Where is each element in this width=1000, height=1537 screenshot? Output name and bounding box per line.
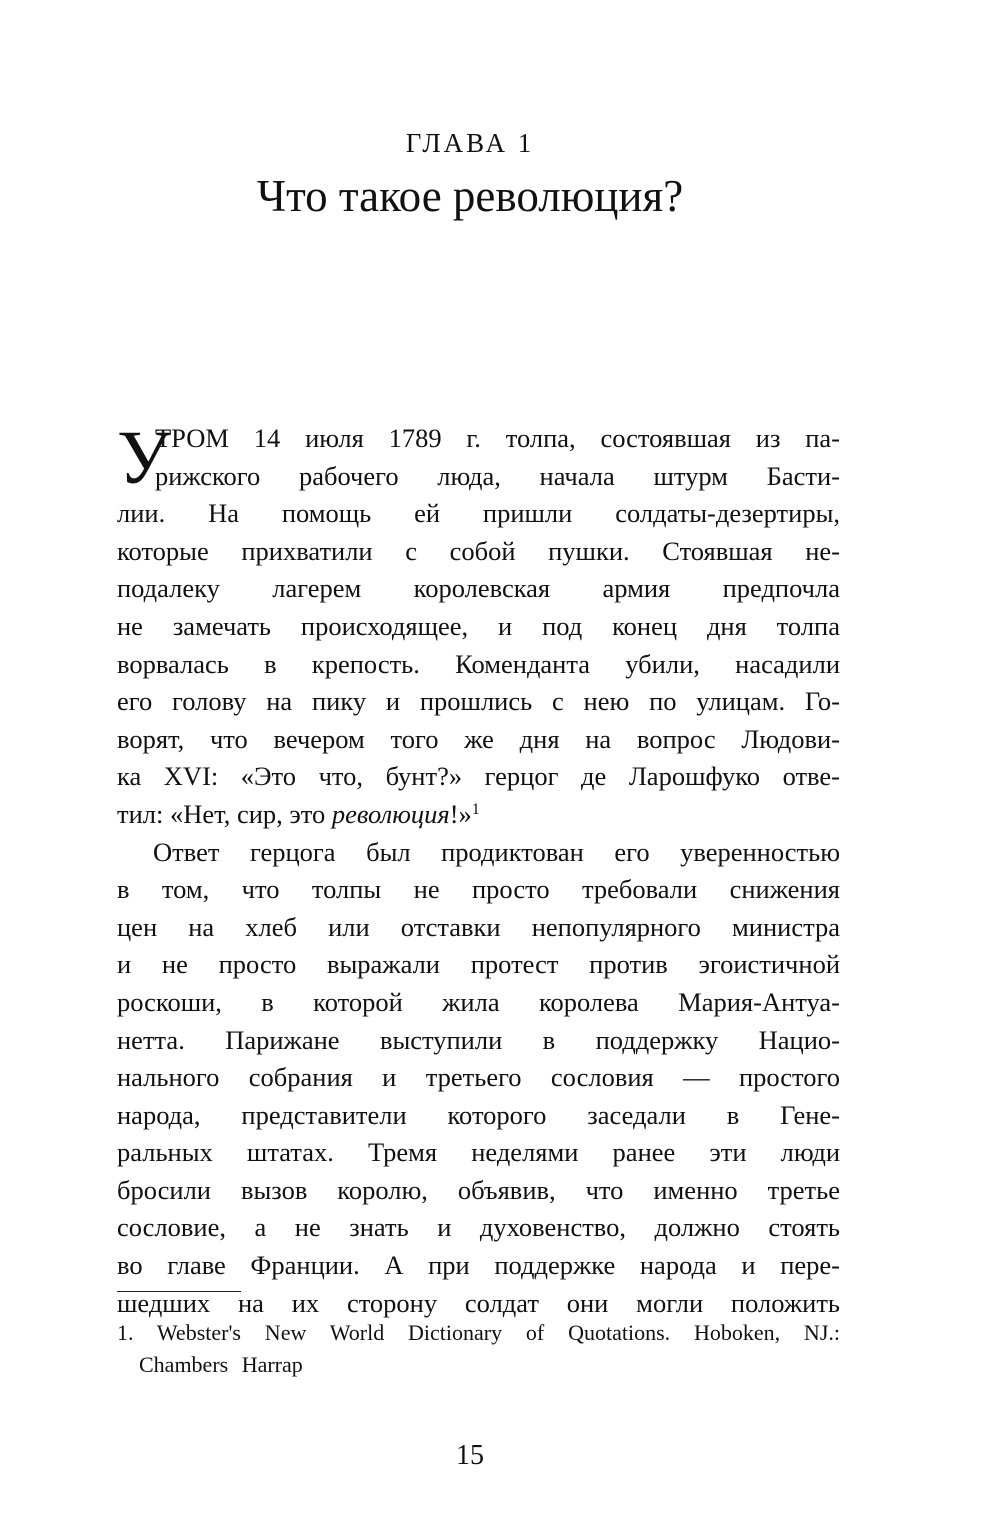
text-line: ворят, что вечером того же дня на вопрос Людови- xyxy=(117,723,840,754)
page-number: 15 xyxy=(456,1440,484,1471)
chapter-label: ГЛАВА 1 xyxy=(405,128,535,158)
body-text xyxy=(117,416,840,1322)
text-line: народа, представители которого заседали в Гене- xyxy=(117,1099,840,1130)
emphasis-text: революция xyxy=(331,798,450,829)
footnote xyxy=(117,1317,840,1381)
text-line: роскоши, в которой жила королева Мария-Антуа- xyxy=(117,986,840,1017)
text-line: бросили вызов королю, объявив, что именно третье xyxy=(117,1174,840,1205)
text-fragment: !» xyxy=(449,798,472,829)
text-line: шедших на их сторону солдат они могли положить xyxy=(117,1287,840,1318)
footnote-reference[interactable]: 1 xyxy=(471,800,480,818)
text-line: лии. На помощь ей пришли солдаты-дезертиры, xyxy=(117,498,840,529)
text-line: ворвалась в крепость. Коменданта убили, насадили xyxy=(117,648,840,679)
text-line: не замечать происходящее, и под конец дня толпа xyxy=(117,610,840,641)
text-line: сословие, а не знать и духовенство, должно стоять xyxy=(117,1212,840,1243)
text-line: и не просто выражали протест против эгоистичной xyxy=(117,949,840,980)
text-line: его голову на пику и прошлись с нею по улицам. Го- xyxy=(117,686,840,717)
text-line: ка XVI: «Это что, бунт?» герцог де Ларошфуко отве- xyxy=(117,761,840,792)
text-line: в том, что толпы не просто требовали снижения xyxy=(117,874,840,905)
text-line: Ответ герцога был продиктован его уверенностью xyxy=(153,836,840,867)
text-line: подалеку лагерем королевская армия предпочла xyxy=(117,573,840,604)
text-line: рижского рабочего люда, начала штурм Басти- xyxy=(155,460,840,491)
text-line: ТРОМ 14 июля 1789 г. толпа, состоявшая из па- xyxy=(155,423,840,453)
text-line: которые прихватили с собой пушки. Стоявшая не- xyxy=(117,535,840,566)
footnote-divider xyxy=(117,1291,241,1292)
text-line xyxy=(117,796,840,834)
text-line: ральных штатах. Тремя неделями ранее эти люди xyxy=(117,1137,840,1168)
footnote-line: Chambers Harrap xyxy=(139,1352,303,1377)
text-line: нетта. Парижане выступили в поддержку Нацио- xyxy=(117,1024,840,1055)
chapter-title: Что такое революция? xyxy=(256,171,684,221)
text-line: нального собрания и третьего сословия — простого xyxy=(117,1062,840,1093)
footnote-line: 1. Webster's New World Dictionary of Quotations. Hoboken, NJ.: xyxy=(117,1320,840,1345)
text-fragment: тил: «Нет, сир, это xyxy=(117,798,332,829)
drop-cap: У xyxy=(117,416,171,500)
text-line: во главе Франции. А при поддержке народа и пере- xyxy=(117,1250,840,1281)
text-line: цен на хлеб или отставки непопулярного министра xyxy=(117,911,840,942)
